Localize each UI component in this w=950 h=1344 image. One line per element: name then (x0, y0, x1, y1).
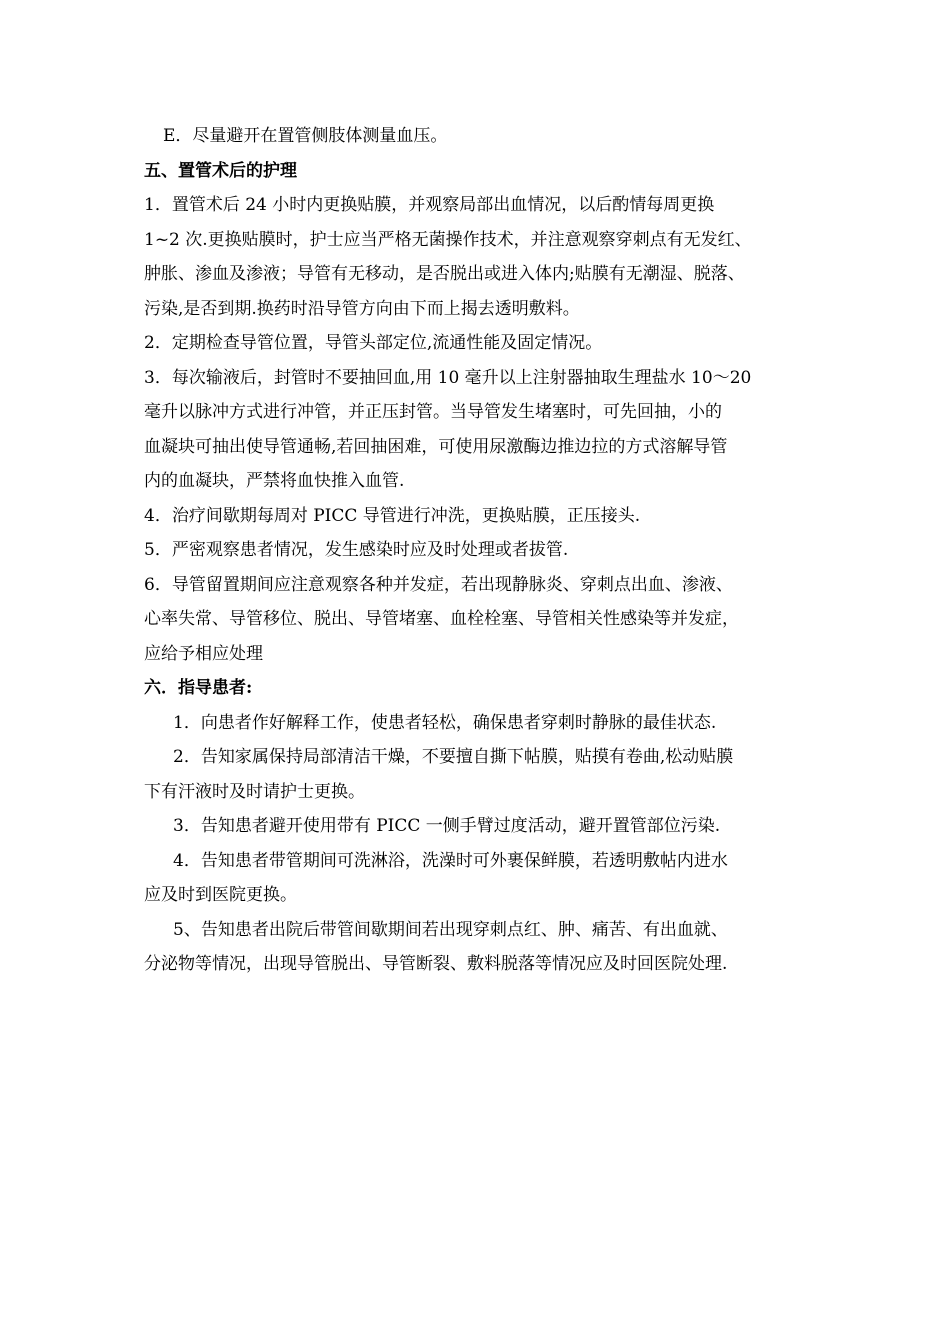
text-line: 2．告知家属保持局部清洁干燥，不要擅自撕下帖膜，贴摸有卷曲,松动贴膜 (173, 747, 734, 767)
text-line: 应给予相应处理 (144, 643, 263, 664)
text-line: 3．每次输液后，封管时不要抽回血,用 10 毫升以上注射器抽取生理盐水 10～20 (144, 367, 752, 388)
text-line: 5．严密观察患者情况，发生感染时应及时处理或者拔管. (144, 540, 569, 560)
text-line: 肿胀、渗血及渗液；导管有无移动，是否脱出或进入体内;贴膜有无潮湿、脱落、 (144, 264, 745, 284)
text-line: 1．置管术后 24 小时内更换贴膜，并观察局部出血情况，以后酌情每周更换 (144, 195, 715, 215)
text-line: 6．导管留置期间应注意观察各种并发症，若出现静脉炎、穿刺点出血、渗液、 (144, 574, 733, 595)
section-heading: 五、置管术后的护理 (144, 160, 297, 181)
text-line: 1~2 次.更换贴膜时，护士应当严格无菌操作技术，并注意观察穿刺点有无发红、 (144, 229, 752, 250)
text-line: E．尽量避开在置管侧肢体测量血压。 (163, 126, 448, 146)
text-line: 污染,是否到期.换药时沿导管方向由下而上揭去透明敷料。 (144, 298, 580, 319)
text-line: 3．告知患者避开使用带有 PICC 一侧手臂过度活动，避开置管部位污染. (173, 816, 721, 836)
text-line: 血凝块可抽出使导管通畅,若回抽困难，可使用尿激酶边推边拉的方式溶解导管 (144, 436, 728, 457)
text-line: 4．治疗间歇期每周对 PICC 导管进行冲洗，更换贴膜，正压接头. (144, 505, 641, 526)
text-line: 1．向患者作好解释工作，使患者轻松，确保患者穿刺时静脉的最佳状态. (173, 712, 717, 733)
text-line: 毫升以脉冲方式进行冲管，并正压封管。当导管发生堵塞时，可先回抽，小的 (144, 402, 722, 422)
text-line: 分泌物等情况，出现导管脱出、导管断裂、敷料脱落等情况应及时回医院处理. (144, 954, 728, 974)
text-line: 心率失常、导管移位、脱出、导管堵塞、血栓栓塞、导管相关性感染等并发症， (144, 609, 739, 629)
text-line: 2．定期检查导管位置，导管头部定位,流通性能及固定情况。 (144, 333, 603, 353)
document-body (144, 119, 824, 982)
text-line: 4．告知患者带管期间可洗淋浴，洗澡时可外裹保鲜膜，若透明敷帖内进水 (173, 850, 728, 871)
text-line: 应及时到医院更换。 (144, 885, 297, 905)
section-heading: 六．指导患者: (144, 678, 253, 698)
text-line: 下有汗液时及时请护士更换。 (144, 781, 365, 802)
text-line: 5、告知患者出院后带管间歇期间若出现穿刺点红、肿、痛苦、有出血就、 (173, 919, 728, 940)
text-line: 内的血凝块，严禁将血快推入血管. (144, 471, 405, 491)
